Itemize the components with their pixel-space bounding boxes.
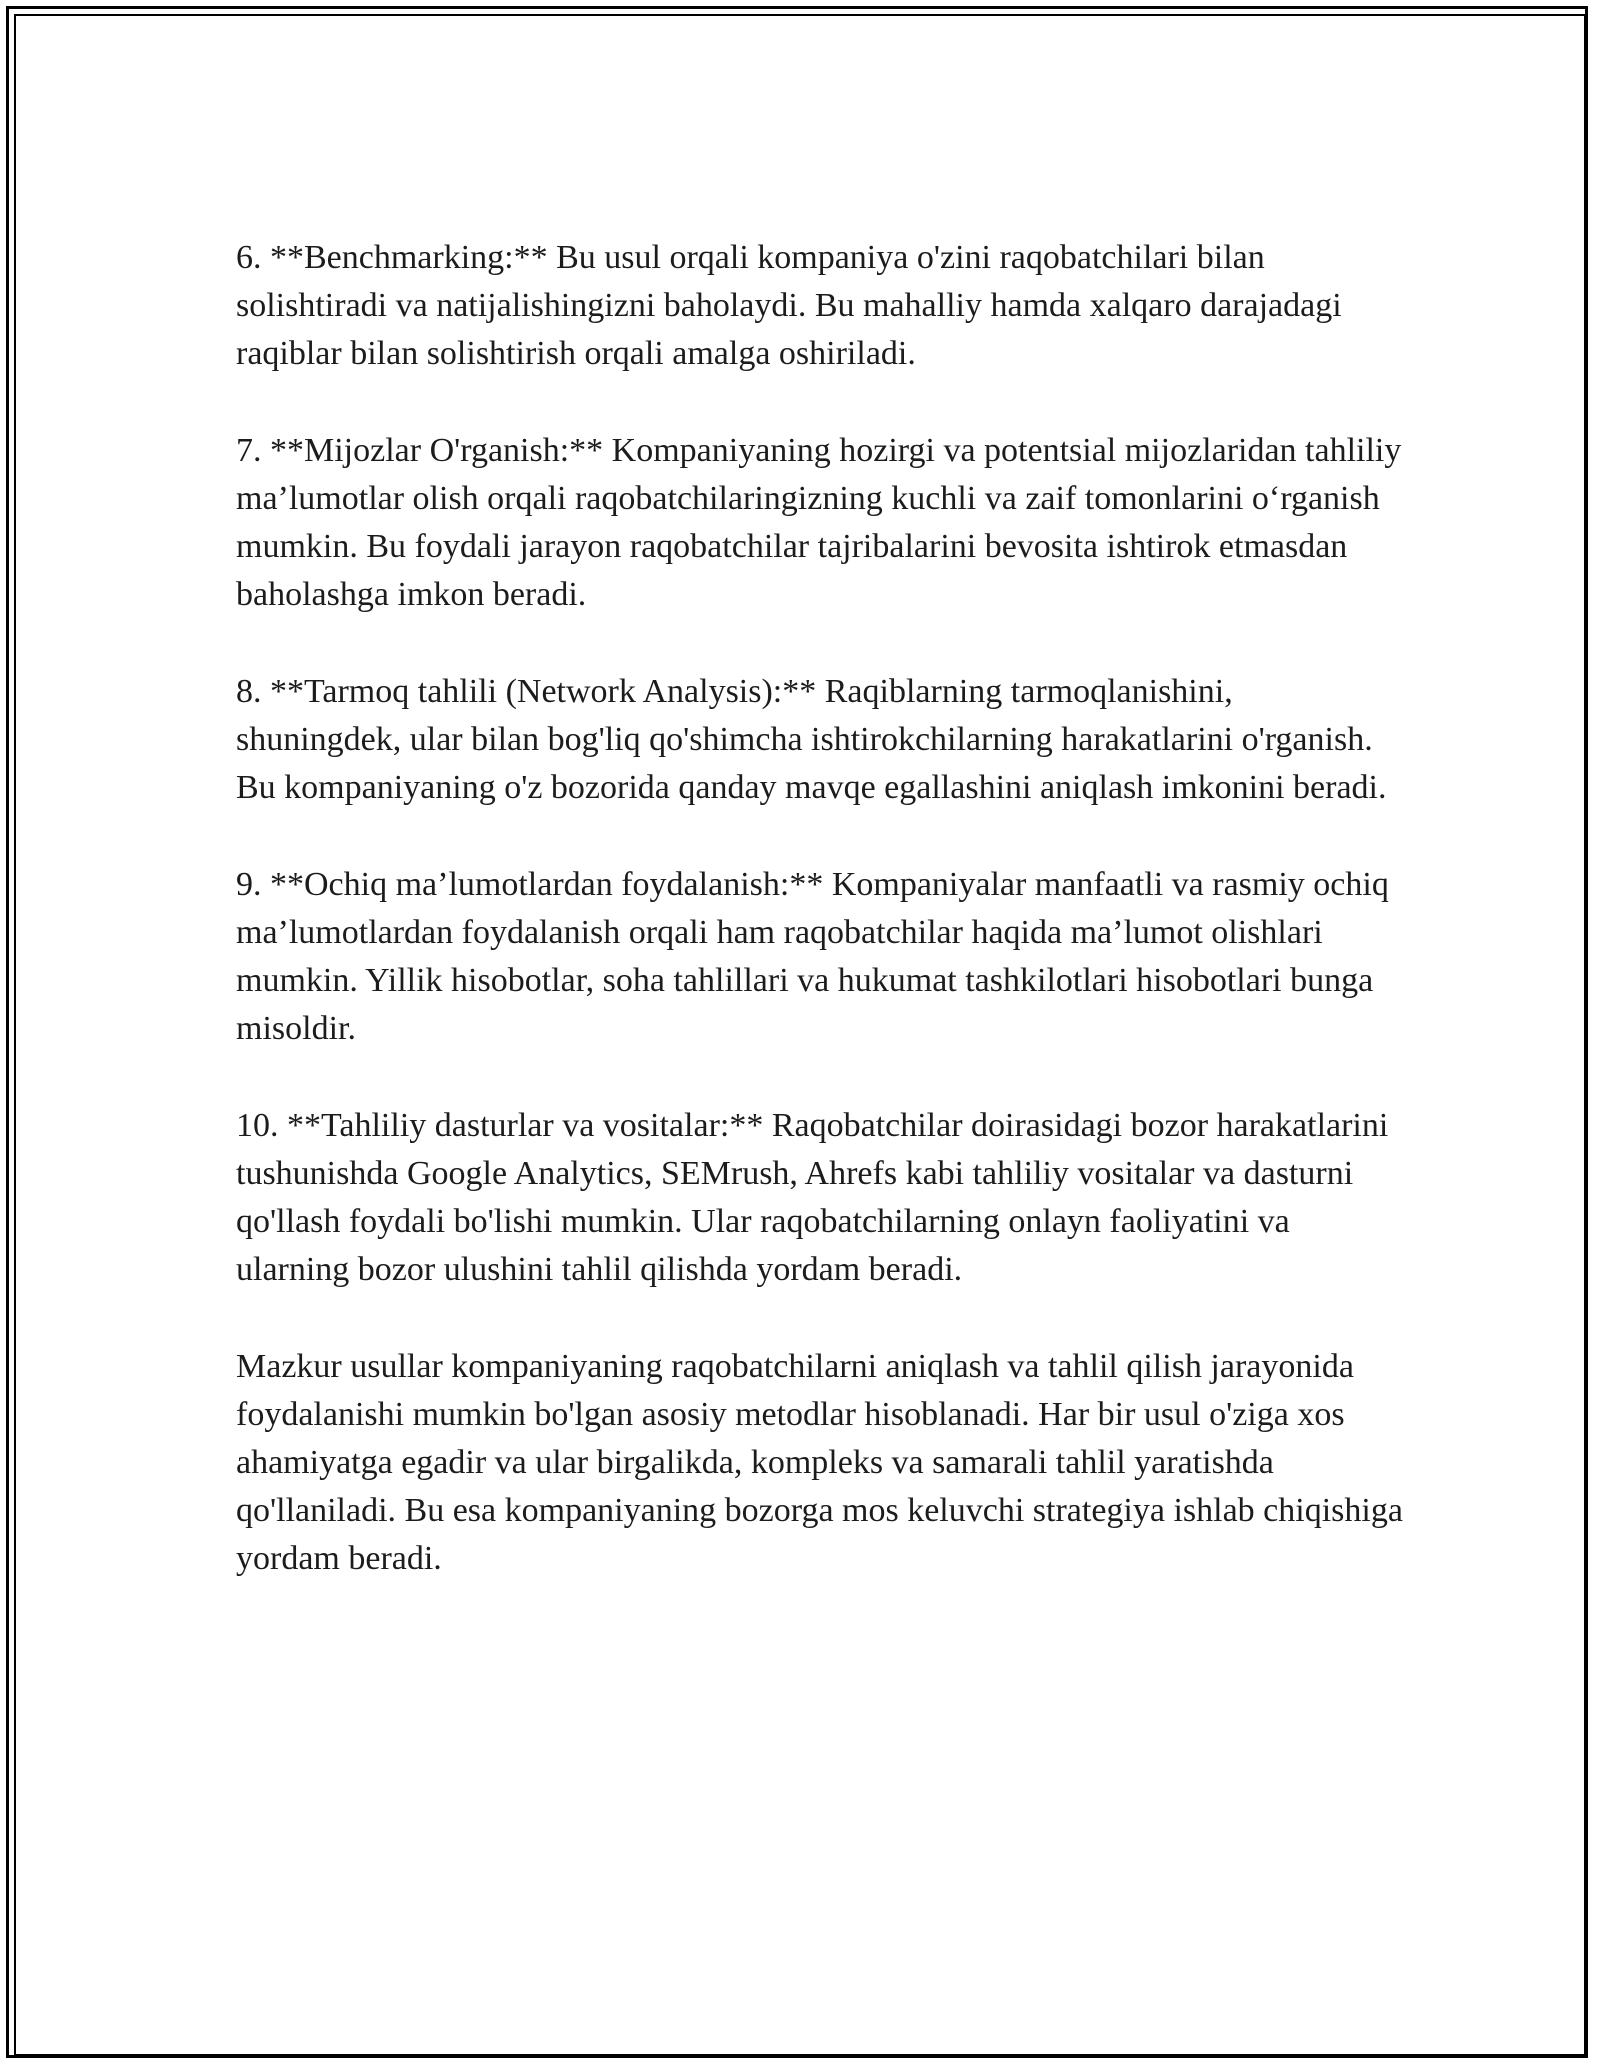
paragraph-network-analysis: 8. **Tarmoq tahlili (Network Analysis):** Raqiblarning tarmoqlanishini, shuningdek, ular bilan bog'liq qo'shimcha ishtirokchilarning harakatlarini o'rganish. Bu kompaniyaning o'z bozorida qanday mavqe egallashini aniqlash imkonini beradi. (236, 672, 1387, 807)
paragraph-benchmarking: 6. **Benchmarking:** Bu usul orqali kompaniya o'zini raqobatchilari bilan solishtiradi va natijalishingizni baholaydi. Bu mahalliy hamda xalqaro darajadagi raqiblar bilan solishtirish orqali amalga oshiriladi. (236, 239, 1342, 373)
paragraph-analytics-tools: 10. **Tahliliy dasturlar va vositalar:** Raqobatchilar doirasidagi bozor harakatlarini tushunishda Google Analytics, SEMrush, Ahrefs kabi tahliliy vositalar va dasturni qo'llash foydali bo'lishi mumkin. Ular raqobatchilarning onlayn faoliyatini va ularning bozor ulushini tahlil qilishda yordam beradi. (236, 1106, 1389, 1289)
paragraph-open-data: 9. **Ochiq ma’lumotlardan foydalanish:** Kompaniyalar manfaatli va rasmiy ochiq ma’lumotlardan foydalanish orqali ham raqobatchilar haqida ma’lumot olishlari mumkin. Yillik hisobotlar, soha tahlillari va hukumat tashkilotlari hisobotlari bunga misoldir. (236, 865, 1389, 1048)
paragraph-customer-research: 7. **Mijozlar O'rganish:** Kompaniyaning hozirgi va potentsial mijozlaridan tahliliy ma’lumotlar olish orqali raqobatchilaringizning kuchli va zaif tomonlarini o‘rganish mumkin. Bu foydali jarayon raqobatchilar tajribalarini bevosita ishtirok etmasdan baholashga imkon beradi. (236, 431, 1402, 614)
paragraph-conclusion: Mazkur usullar kompaniyaning raqobatchilarni aniqlash va tahlil qilish jarayonida foydalanishi mumkin bo'lgan asosiy metodlar hisoblanadi. Har bir usul o'ziga xos ahamiyatga egadir va ular birgalikda, kompleks va samarali tahlil yaratishda qo'llaniladi. Bu esa kompaniyaning bozorga mos keluvchi strategiya ishlab chiqishiga yordam beradi. (236, 1347, 1403, 1578)
document-body (236, 234, 1406, 1584)
